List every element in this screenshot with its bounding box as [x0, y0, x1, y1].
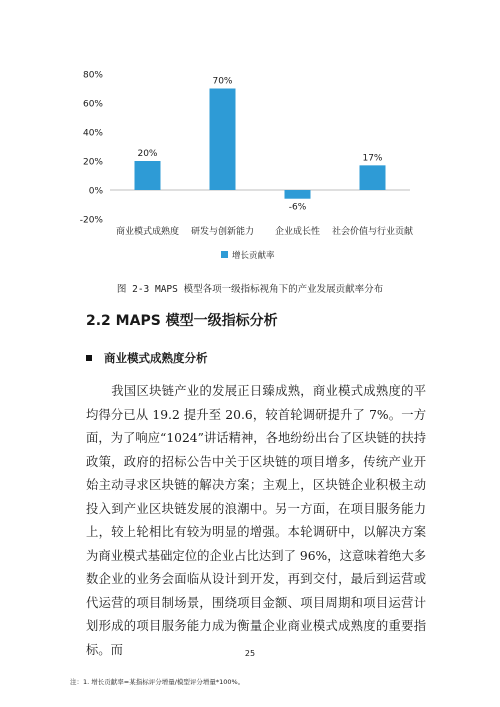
- sub-heading: [86, 350, 208, 366]
- y-tick-label: 40%: [82, 128, 103, 139]
- x-tick-label-2: 企业成长性: [274, 227, 321, 237]
- y-tick-label: 80%: [82, 70, 103, 81]
- footnote: 注：1. 增长贡献率=某指标评分增量/模型评分增量*100%。: [70, 678, 245, 686]
- paragraph-text: 我国区块链产业的发展正日臻成熟，商业模式成熟度的平均得分已从 19.2 提升至 20.6，较首轮调研提升了 7%。一方面，为了响应“1024”讲话精神，各地纷纷出台了区块链的扶持政策，政府的招标公告中关于区块链的项目增多，传统产业开始主动寻求区块链的解决方案；主观上，区块链企业积极主动投入到产业区块链发展的浪潮中。另一方面，在项目服务能力上，较上轮相比有较为明显的增强。本轮调研中，以解决方案为商业模式基础定位的企业占比达到了 96%，这意味着绝大多数企业的业务会面临从设计到开发，再到交付，最后到运营或代运营的项目制场景，围绕项目金额、项目周期和项目运营计划形成的项目服务能力成为衡量企业商业模式成熟度的重要指标。而: [86, 384, 426, 657]
- figure-caption: 图 2-3 MAPS 模型各项一级指标视角下的产业发展贡献率分布: [116, 284, 384, 295]
- x-tick-label-1: 研发与创新能力: [190, 227, 255, 237]
- bar-3: [360, 165, 386, 190]
- page-number: 25: [244, 649, 256, 658]
- x-tick-label-3: 社会价值与行业贡献: [331, 227, 414, 237]
- body-paragraph: [86, 380, 426, 662]
- y-tick-label: 60%: [82, 99, 103, 110]
- bar-1: [210, 89, 236, 191]
- y-tick-label: -20%: [79, 215, 103, 226]
- bar-0: [135, 161, 161, 190]
- legend-label: 增长贡献率: [232, 251, 275, 261]
- bar-chart: [0, 0, 500, 270]
- y-tick-label: 0%: [88, 186, 103, 197]
- y-tick-label: 20%: [82, 157, 103, 168]
- data-label-2: -6%: [288, 202, 307, 213]
- data-label-1: 70%: [212, 76, 233, 87]
- x-tick-label-0: 商业模式成熟度: [115, 227, 180, 237]
- square-bullet-icon: [86, 355, 92, 361]
- data-label-3: 17%: [362, 153, 383, 164]
- bar-2: [285, 190, 311, 199]
- legend-swatch: [221, 251, 228, 258]
- data-label-0: 20%: [137, 149, 158, 159]
- sub-heading-text: 商业模式成熟度分析: [104, 351, 208, 365]
- chart: [0, 0, 500, 270]
- section-heading: 2.2 MAPS 模型一级指标分析: [86, 313, 278, 329]
